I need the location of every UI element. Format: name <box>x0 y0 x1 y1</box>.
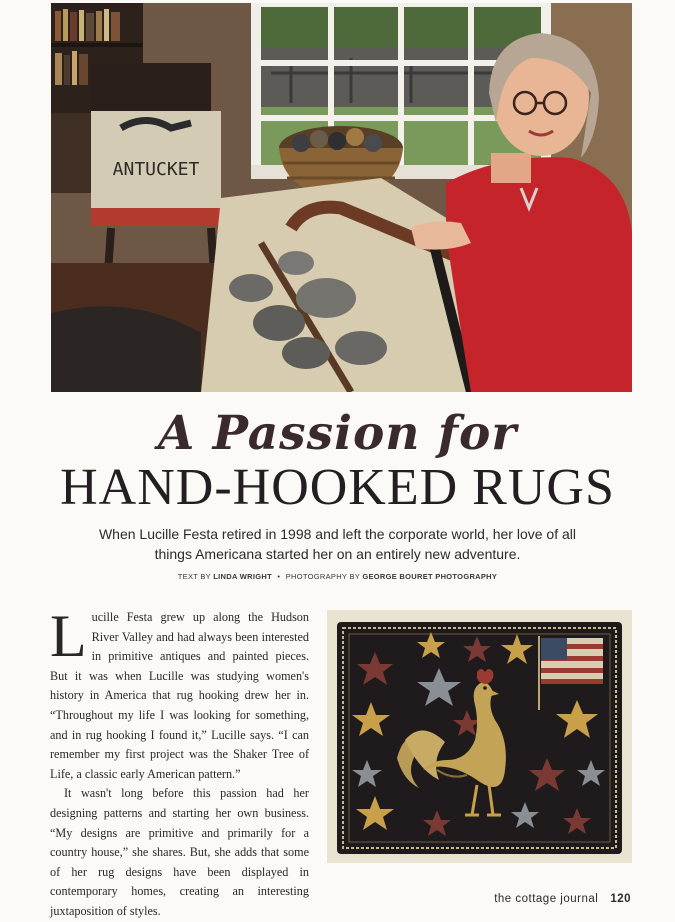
credits-text-prefix: TEXT BY <box>177 572 211 581</box>
chair-lettering: ANTUCKET <box>112 159 200 180</box>
hero-photo <box>51 3 632 392</box>
drop-cap: L <box>50 603 87 669</box>
article-body <box>50 603 309 922</box>
magazine-name: the cottage journal <box>494 893 599 905</box>
paragraph-1-text: ucille Festa grew up along the Hudson River Valley and had always been interested in primitive antiques and painted pieces. But it was when Lucille was studying women's history in America that rug hooking drew her in. “Throughout my life I was looking for something, and in rug hooking I found it,” Lucille says. “I can remember my first project was the Shaker Tree of Life, a classic early American pattern.” <box>50 610 309 781</box>
credits-author: LINDA WRIGHT <box>213 572 272 581</box>
paragraph-2: It wasn't long before this passion had her designing patterns and starting her own business. “My designs are primitive and primarily for a country house,” she shares. But, she adds that some of her rug designs have been displayed in contemporary homes, creating an interesting juxtaposition of styles. <box>50 786 309 918</box>
page-footer <box>494 893 631 905</box>
page-number: 120 <box>610 893 631 905</box>
rooster-rug-photo <box>327 610 632 863</box>
credits <box>0 572 675 581</box>
hero-photo-illustration <box>51 3 632 392</box>
paragraph-1 <box>50 603 309 784</box>
credits-photo-prefix: PHOTOGRAPHY BY <box>285 572 360 581</box>
dek: When Lucille Festa retired in 1998 and left the corporate world, her love of all things Americana started her on an entirely new adventure. <box>98 526 577 562</box>
rooster-rug-illustration <box>327 610 632 863</box>
headline-title: HAND-HOOKED RUGS <box>60 459 615 516</box>
credits-separator: • <box>277 572 281 581</box>
credits-photographer: GEORGE BOURET PHOTOGRAPHY <box>362 572 498 581</box>
headline-kicker: A Passion for <box>157 406 518 461</box>
